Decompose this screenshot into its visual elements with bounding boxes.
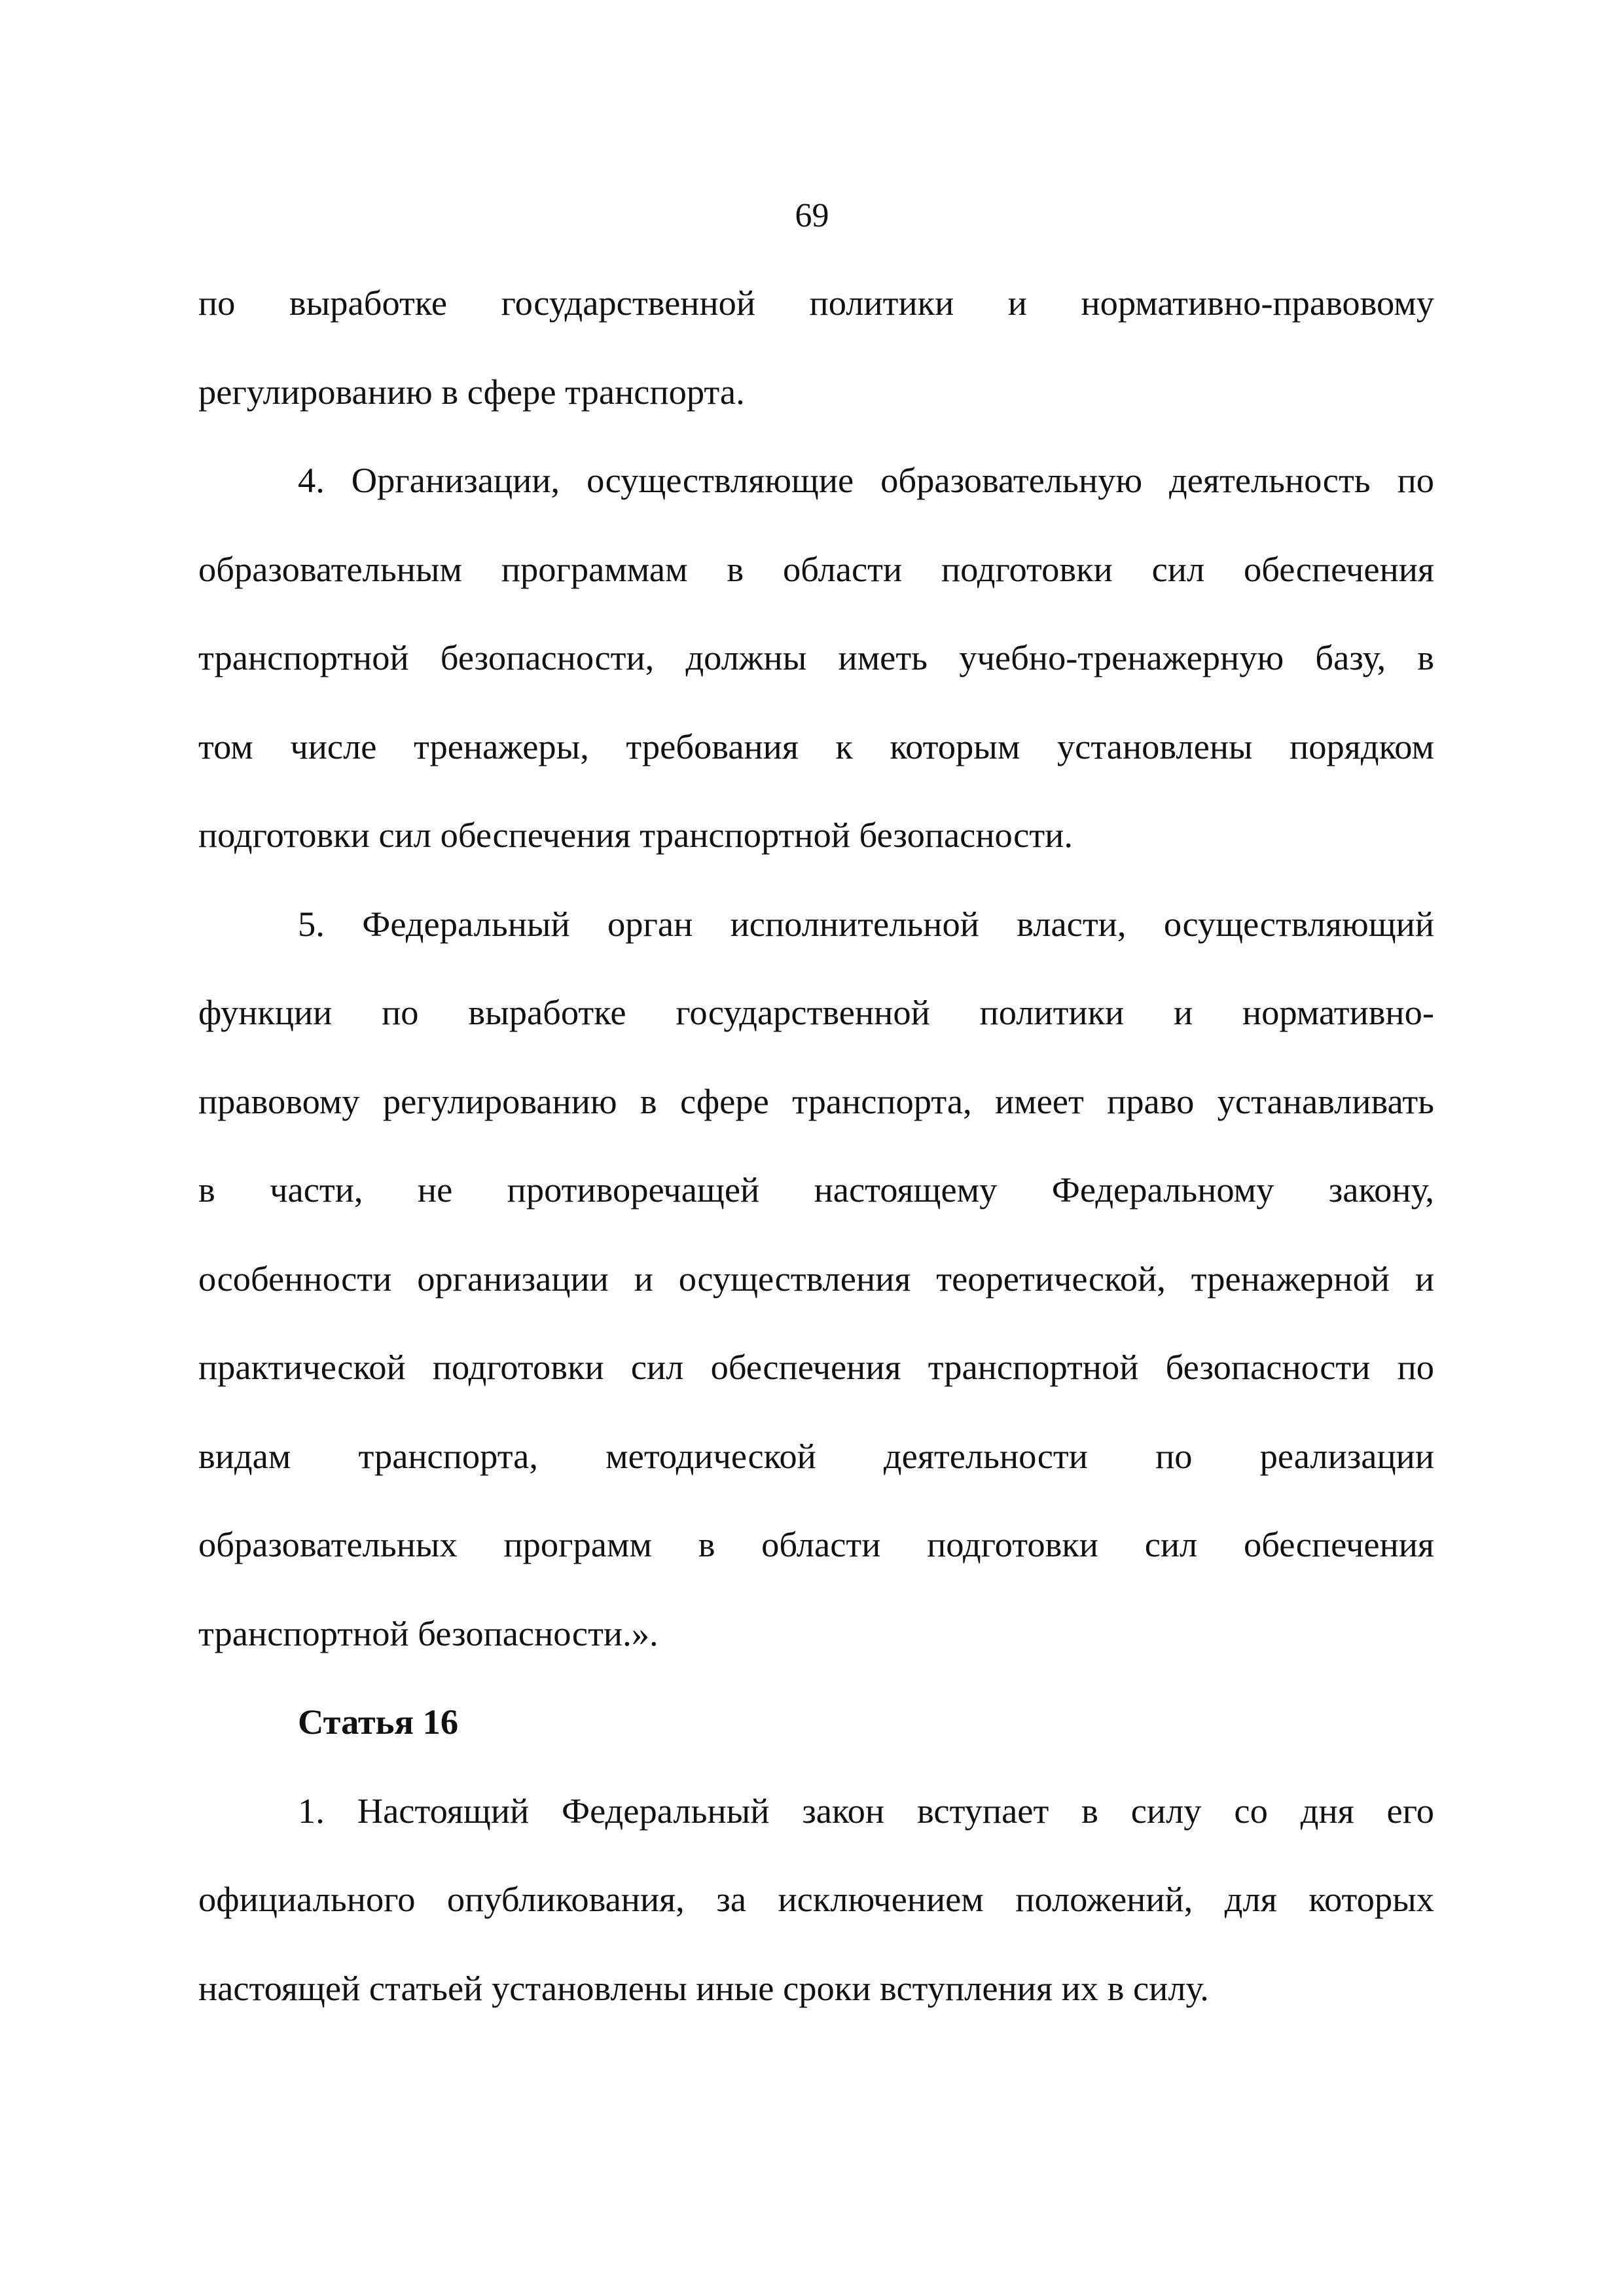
page-number: 69	[795, 197, 829, 234]
text-line: функции по выработке государственной политики и нормативно-	[198, 992, 1434, 1032]
text-line: том числе тренажеры, требования к которым установлены порядком	[198, 726, 1434, 766]
text-line: в части, не противоречащей настоящему Федеральному закону,	[198, 1170, 1434, 1210]
document-body	[198, 277, 1434, 2051]
text-line: образовательным программам в области подготовки сил обеспечения	[198, 548, 1434, 589]
text-line: настоящей статьей установлены иные сроки вступления их в силу.	[198, 1967, 1209, 2008]
paragraph-4-first-line: 4. Организации, осуществляющие образовательную деятельность по	[298, 460, 1434, 500]
article-16-paragraph-1-first-line: 1. Настоящий Федеральный закон вступает в силу со дня его	[298, 1790, 1434, 1831]
text-line: по выработке государственной политики и нормативно-правовому	[198, 283, 1434, 323]
text-line: официального опубликования, за исключением положений, для которых	[198, 1879, 1434, 1919]
text-line: транспортной безопасности.».	[198, 1613, 659, 1653]
text-line: регулированию в сфере транспорта.	[198, 371, 745, 412]
article-heading: Статья 16	[298, 1702, 459, 1742]
text-line: транспортной безопасности, должны иметь учебно-тренажерную базу, в	[198, 637, 1434, 677]
text-line: особенности организации и осуществления теоретической, тренажерной и	[198, 1258, 1434, 1299]
text-line: образовательных программ в области подготовки сил обеспечения	[198, 1524, 1434, 1564]
text-line: практической подготовки сил обеспечения транспортной безопасности по	[198, 1347, 1434, 1387]
text-line: правовому регулированию в сфере транспорта, имеет право устанавливать	[198, 1081, 1434, 1121]
text-line: видам транспорта, методической деятельности по реализации	[198, 1435, 1434, 1476]
paragraph-5-first-line: 5. Федеральный орган исполнительной власти, осуществляющий	[298, 903, 1434, 944]
text-line: подготовки сил обеспечения транспортной безопасности.	[198, 815, 1073, 855]
